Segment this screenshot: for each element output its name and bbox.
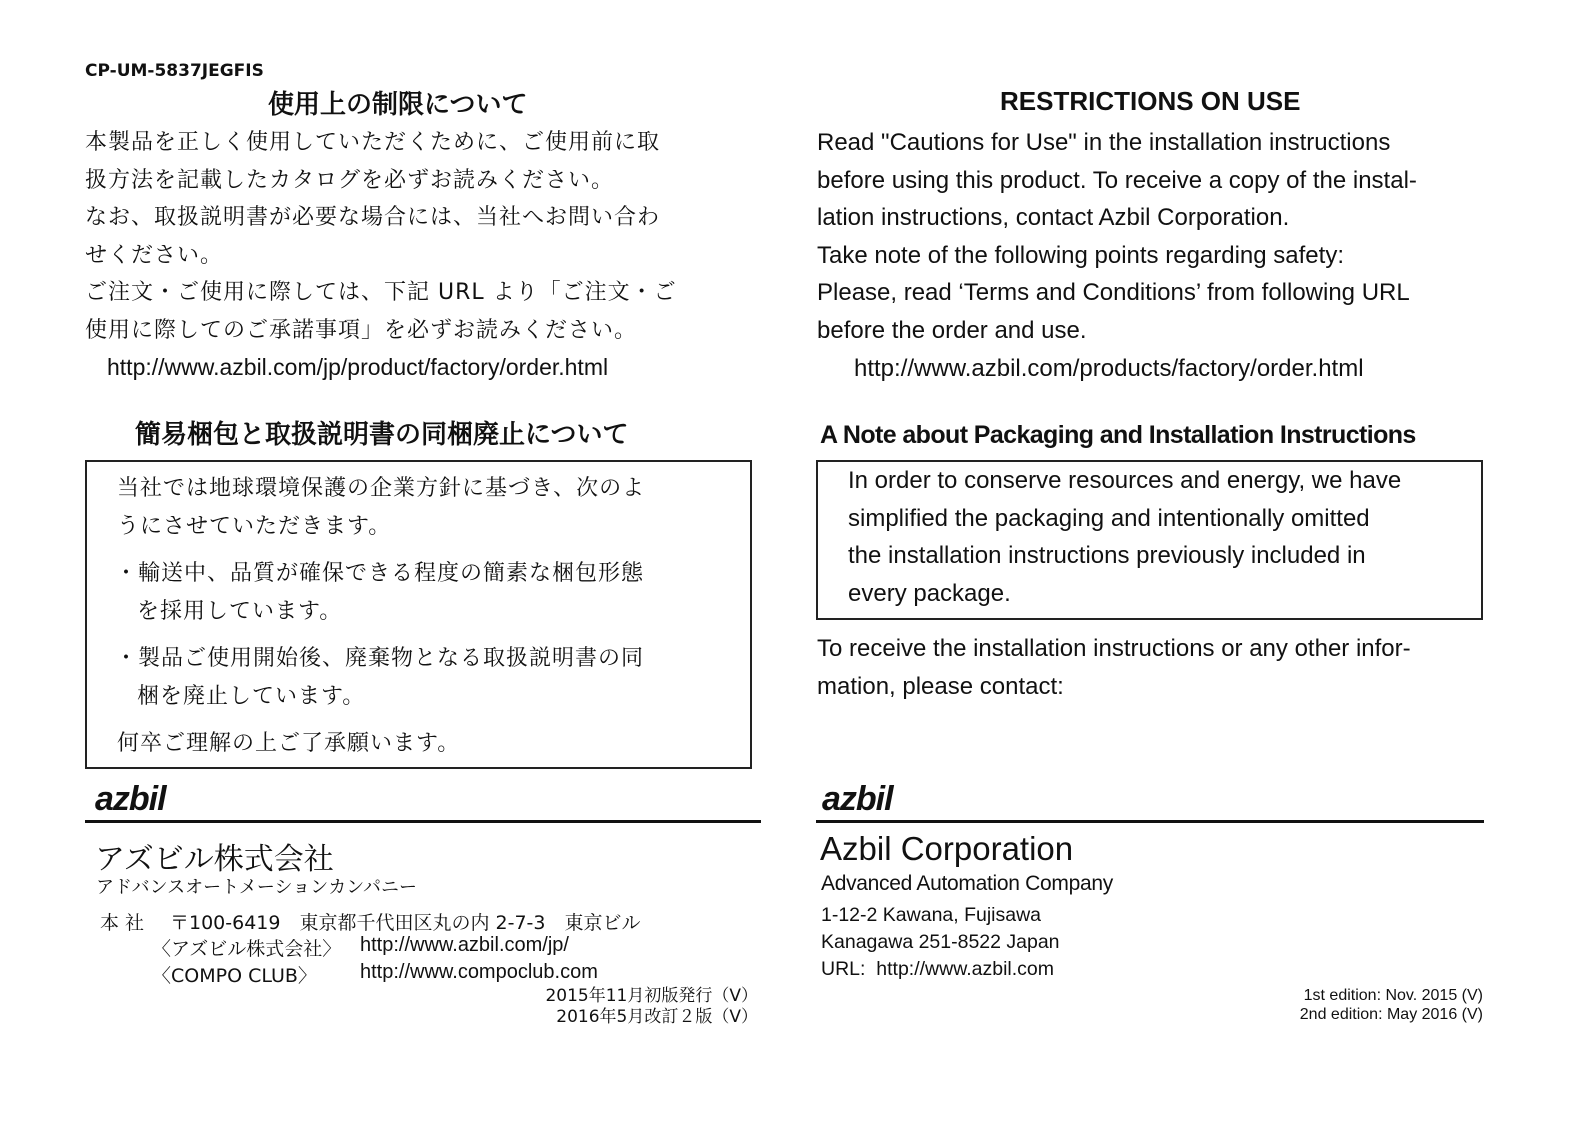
jp-box-bullet-1 — [115, 555, 644, 630]
en-restrictions-line: Read "Cautions for Use" in the installation instructions — [817, 129, 1391, 156]
jp-box-intro — [117, 470, 645, 545]
en-url-label: URL: — [821, 958, 866, 980]
en-restrictions-title: RESTRICTIONS ON USE — [1000, 86, 1301, 116]
azbil-logo: azbil — [95, 780, 166, 818]
en-edition-1: 1st edition: Nov. 2015 (V) — [1303, 987, 1483, 1004]
footer-divider — [816, 820, 1484, 823]
en-address-line: 1-12-2 Kawana, Fujisawa — [821, 904, 1042, 926]
en-restrictions-line: before using this product. To receive a copy of the instal- — [817, 166, 1417, 194]
jp-packaging-title: 簡易梱包と取扱説明書の同梱廃止について — [135, 420, 629, 450]
jp-box-line: ・輸送中、品質が確保できる程度の簡素な梱包形態 — [115, 561, 645, 586]
en-contact-text — [817, 630, 1411, 705]
en-restrictions-line: before the order and use. — [817, 316, 1087, 344]
jp-hq-label: 本 社 — [100, 912, 145, 934]
jp-restrictions-line: 扱方法を記載したカタログを必ずお読みください。 — [85, 167, 615, 193]
jp-link1-url: http://www.azbil.com/jp/ — [360, 934, 569, 956]
jp-order-url: http://www.azbil.com/jp/product/factory/order.html — [107, 354, 609, 380]
jp-box-line: ・製品ご使用開始後、廃棄物となる取扱説明書の同 — [115, 646, 645, 671]
jp-box-closing: 何卒ご理解の上ご了承願います。 — [117, 731, 461, 756]
jp-restrictions-line: 本製品を正しく使用していただくために、ご使用前に取 — [85, 130, 661, 155]
en-restrictions-line: Take note of the following points regarding safety: — [817, 241, 1344, 269]
en-restrictions-line: Please, read ‘Terms and Conditions’ from following URL — [817, 279, 1410, 306]
jp-restrictions-text — [85, 124, 677, 349]
jp-box-line: を採用しています。 — [137, 598, 343, 624]
jp-restrictions-line: なお、取扱説明書が必要な場合には、当社へお問い合わ — [85, 205, 661, 230]
en-edition-2: 2nd edition: May 2016 (V) — [1299, 1006, 1483, 1023]
jp-box-bullet-2 — [115, 640, 644, 715]
jp-restrictions-line: せください。 — [85, 242, 224, 268]
jp-packaging-notice-box — [85, 460, 752, 769]
en-packaging-notice-box — [816, 460, 1483, 620]
jp-link1-label: 〈アズビル株式会社〉 — [152, 938, 342, 960]
en-address-line: Kanagawa 251-8522 Japan — [821, 931, 1060, 953]
en-restrictions-text — [817, 124, 1417, 349]
jp-restrictions-title: 使用上の制限について — [268, 90, 528, 120]
azbil-logo: azbil — [822, 780, 893, 818]
jp-company-division: アドバンスオートメーションカンパニー — [96, 877, 417, 898]
jp-edition-2: 2016年5月改訂２版（V） — [556, 1007, 758, 1027]
en-url-row — [821, 956, 1060, 983]
jp-hq-address: 〒100-6419 東京都千代田区丸の内 2-7-3 東京ビル — [170, 912, 641, 934]
jp-link2-label: 〈COMPO CLUB〉 — [152, 965, 317, 987]
en-company-name: Azbil Corporation — [820, 830, 1074, 867]
en-website-url: http://www.azbil.com — [876, 958, 1055, 980]
en-box-text — [848, 462, 1401, 612]
jp-box-line: 当社では地球環境保護の企業方針に基づき、次のよ — [117, 476, 646, 501]
jp-restrictions-line: ご注文・ご使用に際しては、下記 URL より「ご注文・ご — [85, 280, 677, 305]
en-box-line: the installation instructions previously included in — [848, 542, 1366, 569]
jp-link2-url: http://www.compoclub.com — [360, 961, 598, 983]
en-restrictions-line: lation instructions, contact Azbil Corporation. — [817, 204, 1290, 231]
en-box-line: every package. — [848, 579, 1011, 607]
jp-edition-1: 2015年11月初版発行（V） — [545, 986, 758, 1006]
jp-box-line: 梱を廃止しています。 — [137, 683, 366, 709]
document-id: CP-UM-5837JEGFIS — [85, 61, 264, 81]
en-box-line: In order to conserve resources and energy, we have — [848, 467, 1402, 494]
en-order-url: http://www.azbil.com/products/factory/order.html — [854, 355, 1364, 382]
en-packaging-title: A Note about Packaging and Installation Instructions — [820, 421, 1416, 449]
jp-box-line: うにさせていただきます。 — [117, 513, 392, 539]
en-address — [821, 902, 1060, 983]
jp-company-name: アズビル株式会社 — [95, 842, 334, 877]
en-contact-line: To receive the installation instructions or any other infor- — [817, 635, 1411, 662]
en-box-line: simplified the packaging and intentionally omitted — [848, 504, 1370, 532]
footer-divider — [85, 820, 761, 823]
en-company-division: Advanced Automation Company — [821, 872, 1113, 895]
en-contact-line: mation, please contact: — [817, 672, 1064, 700]
jp-restrictions-line: 使用に際してのご承諾事項」を必ずお読みください。 — [85, 317, 638, 343]
